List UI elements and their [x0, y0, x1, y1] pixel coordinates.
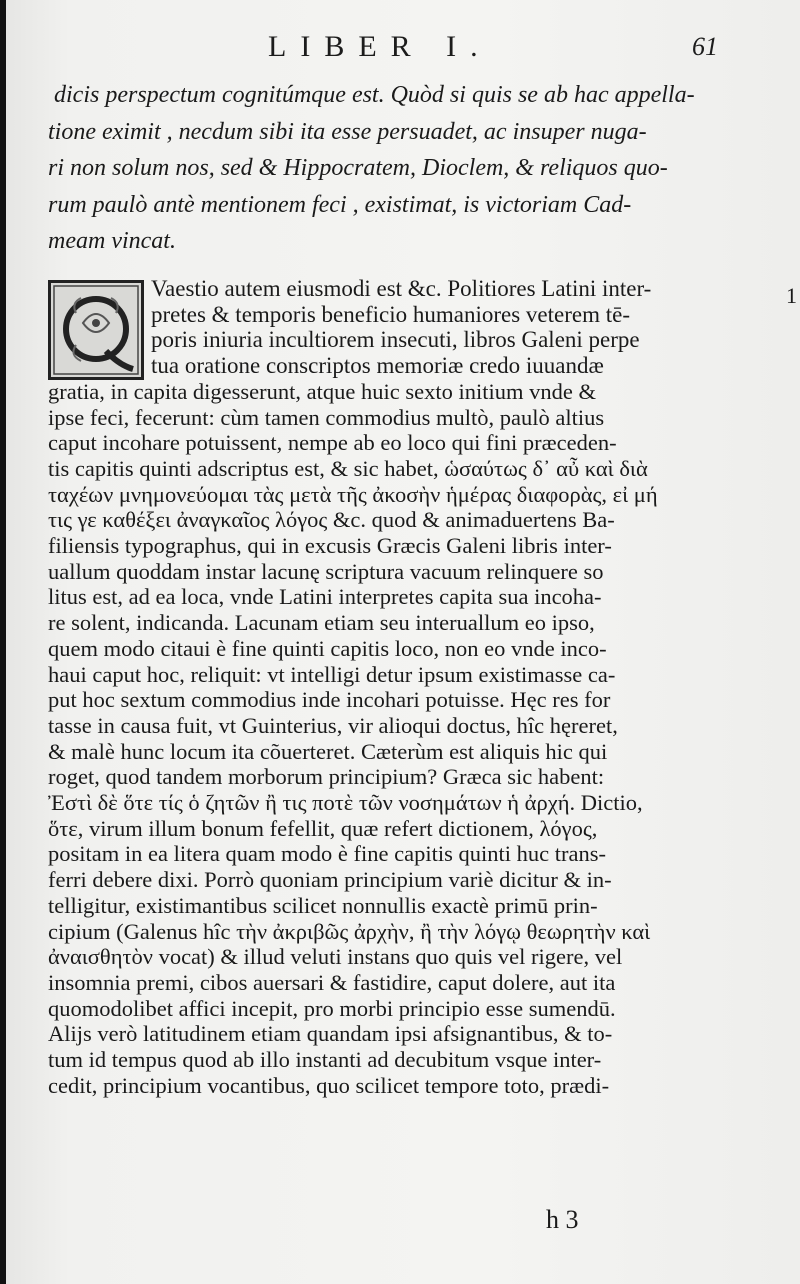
text-line: ferri debere dixi. Porrò quoniam principium variè dicitur & in- — [48, 867, 612, 893]
text-line: tua oratione conscriptos memoriæ credo iuuandæ — [151, 353, 604, 379]
text-line: tasse in causa fuit, vt Guinterius, vir alioqui doctus, hîc hęreret, — [48, 712, 618, 738]
text-line: quem modo citaui è fine quinti capitis loco, non eo vnde inco- — [48, 635, 607, 661]
text-line: tum id tempus quod ab illo instanti ad decubitum vsque inter- — [48, 1047, 602, 1072]
book-page — [6, 0, 800, 1284]
text-line: re solent, indicanda. Lacunam etiam seu interuallum eo ipso, — [48, 610, 595, 636]
text-line: Ἐστὶ δὲ ὅτε τίς ὁ ζητῶν ἢ τις ποτὲ τῶν νοσημάτων ἡ ἀρχή. Dictio, — [48, 790, 643, 815]
text-line: cedit, principium vocantibus, quo scilicet tempore toto, prædi- — [48, 1072, 610, 1098]
text-line: poris iniuria incultiorem insecuti, libros Galeni perpe — [151, 327, 640, 353]
text-line: caput incohare potuissent, nempe ab eo loco qui fini præceden- — [48, 430, 617, 456]
marginal-note-number: 1 — [786, 283, 797, 308]
page-number: 61 — [692, 32, 718, 61]
text-line: ὅτε, virum illum bonum fefellit, quæ refert dictionem, λόγος, — [48, 815, 598, 841]
text-line: & malè hunc locum ita cõuerteret. Cæterùm est aliquis hic qui — [48, 738, 608, 764]
text-line: ri non solum nos, sed & Hippocratem, Dioclem, & reliquos quo- — [48, 155, 668, 181]
text-line: uallum quoddam instar lacunę scriptura vacuum relinquere so — [48, 558, 604, 584]
text-line: pretes & temporis beneficio humaniores veterem tē- — [151, 301, 630, 327]
text-line: meam vincat. — [48, 228, 176, 254]
text-line: telligitur, existimantibus scilicet nonnullis exactè primū prin- — [48, 892, 598, 918]
text-line: cipium (Galenus hîc τὴν ἀκριβῶς ἀρχὴν, ἢ τὴν λόγῳ θεωρητὴν καὶ — [48, 918, 651, 944]
text-line: dicis perspectum cognitúmque est. Quòd si quis se ab hac appella- — [54, 82, 695, 108]
text-line: roget, quod tandem morborum principium? Græca sic habent: — [48, 764, 605, 790]
text-line: tione eximit , necdum sibi ita esse persuadet, ac insuper nuga- — [48, 118, 647, 145]
text-line: ipse feci, fecerunt: cùm tamen commodius multò, paulò altius — [48, 404, 605, 430]
text-line: put hoc sextum commodius inde incohari potuisse. Hęc res for — [48, 687, 611, 713]
text-line: filiensis typographus, qui in excusis Græcis Galeni libris inter- — [48, 533, 612, 558]
signature-mark: h 3 — [546, 1205, 579, 1234]
page-title: LIBER I. — [268, 30, 492, 63]
text-line: haui caput hoc, reliquit: vt intelligi detur ipsum existimasse ca- — [48, 661, 616, 687]
text-line: τις γε καθέξει ἀναγκαῖος λόγος &c. quod & animaduertens Ba- — [48, 507, 615, 533]
text-line: ταχέων μνημονεύομαι τὰς μετὰ τῆς ἀκοσὴν ἡμέρας διαφορὰς, εἰ μή — [48, 481, 658, 507]
text-line: positam in ea litera quam modo è fine capitis quinti huc trans- — [48, 841, 606, 867]
text-line: quomodolibet affici incepit, pro morbi principio esse sumendū. — [48, 995, 616, 1021]
text-line: Vaestio autem eiusmodi est &c. Politiores Latini inter- — [151, 276, 652, 301]
text-line: tis capitis quinti adscriptus est, & sic habet, ὡσαύτως δ᾽ αὖ καὶ διὰ — [48, 455, 648, 481]
text-line: gratia, in capita digesserunt, atque huic sexto initium vnde & — [48, 378, 596, 404]
text-line: rum paulò antè mentionem feci , existimat, is victoriam Cad- — [48, 191, 632, 218]
text-line: litus est, ad ea loca, vnde Latini interpretes capita sua incoha- — [48, 584, 602, 610]
text-line: ἀναισθητὸν vocat) & illud veluti instans quo quis vel rigere, vel — [48, 944, 623, 970]
text-line: Alijs verò latitudinem etiam quandam ipsi afsignantibus, & to- — [48, 1021, 613, 1047]
decorated-initial-q — [48, 280, 144, 380]
running-header — [6, 30, 800, 70]
text-line: insomnia premi, cibos auersari & fastidire, caput dolere, aut ita — [48, 969, 616, 995]
